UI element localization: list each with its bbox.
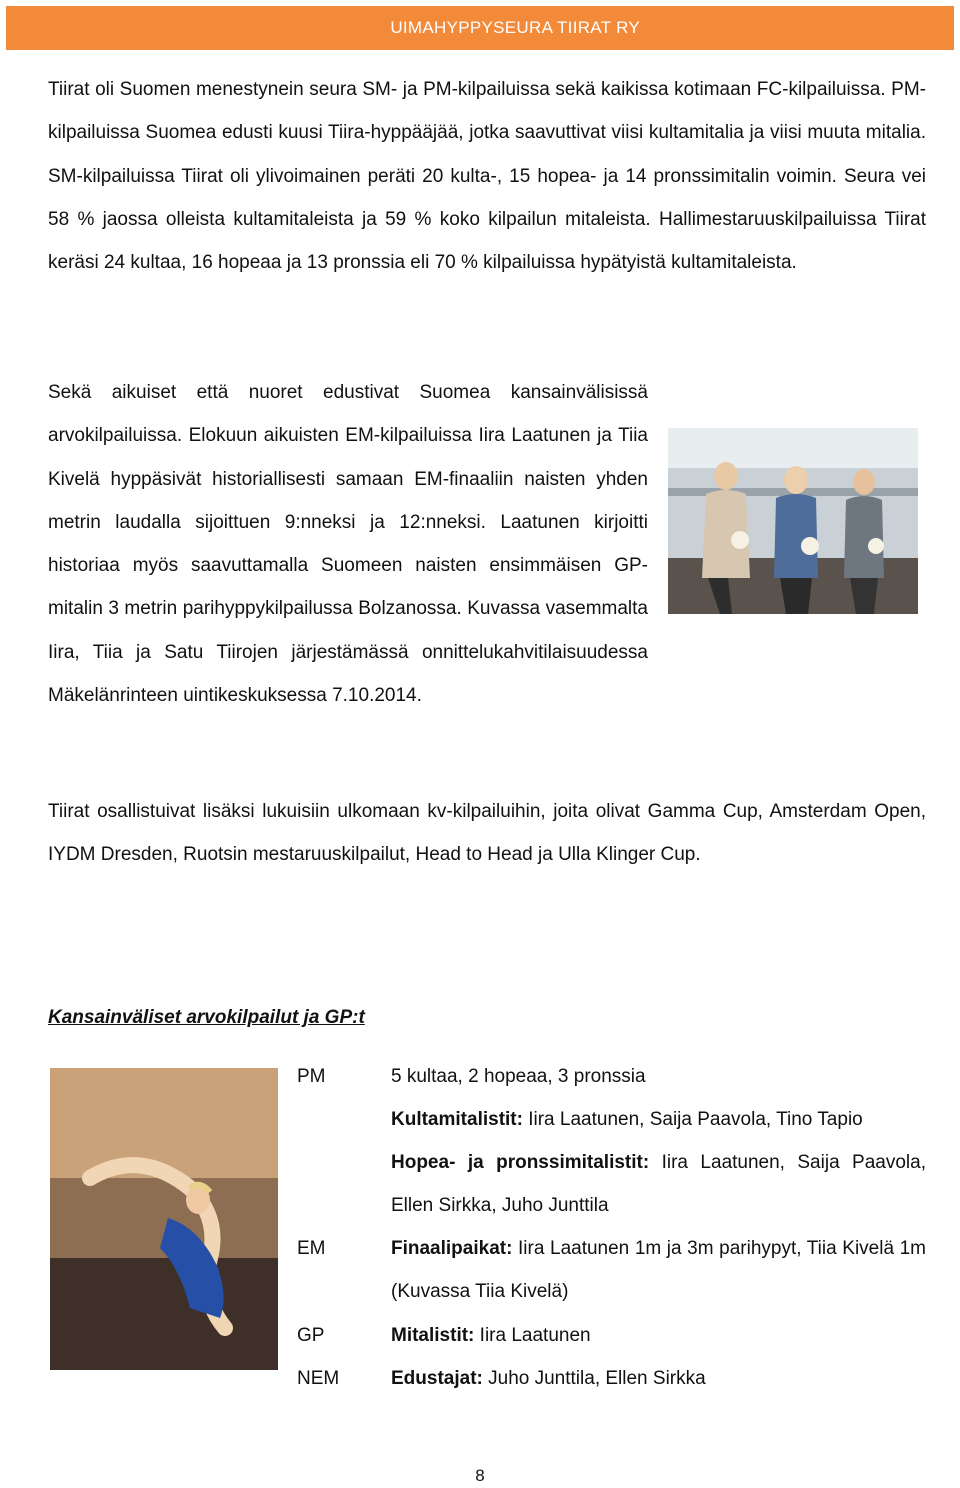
label-pm: PM xyxy=(297,1066,326,1087)
section-heading: Kansainväliset arvokilpailut ja GP:t xyxy=(48,1007,365,1028)
nem-title: Edustajat: xyxy=(391,1368,483,1389)
label-gp: GP xyxy=(297,1325,325,1346)
nem-text: Juho Junttila, Ellen Sirkka xyxy=(488,1368,706,1389)
paragraph-national-results: Tiirat oli Suomen menestynein seura SM- ja PM-kilpailuissa sekä kaikissa kotimaan FC-kilpailuissa. PM-kilpailuissa Suomea edusti kuusi Tiira-hyppääjää, jotka saavuttivat viisi kultamitalia ja viisi muuta mitalia. SM-kilpailuissa Tiirat oli ylivoimainen peräti 20 kulta-, 15 hopea- ja 14 pronssimitalin voimin. Seura vei 58 % jaossa olleista kultamitaleista ja 59 % koko kilpailun mitaleista. Hallimestaruuskilpailuissa Tiirat keräsi 24 kultaa, 16 hopeaa ja 13 pronssia eli 70 % kilpailuissa hypätyistä kultamitaleista. xyxy=(48,79,926,274)
pm-summary: 5 kultaa, 2 hopeaa, 3 pronssia xyxy=(391,1066,646,1087)
pm-other-title: Hopea- ja pronssimitalistit: xyxy=(391,1152,650,1173)
gp-medalists xyxy=(391,1314,926,1357)
nem-representatives xyxy=(391,1357,926,1400)
paragraph-other-competitions: Tiirat osallistuivat lisäksi lukuisiin ulkomaan kv-kilpailuihin, joita olivat Gamma Cup, Amsterdam Open, IYDM Dresden, Ruotsin mestaruuskilpailut, Head to Head ja Ulla Klinger Cup. xyxy=(48,801,926,866)
photo-diver-image xyxy=(50,1068,278,1370)
gp-text: Iira Laatunen xyxy=(479,1325,591,1346)
page-header xyxy=(6,6,954,50)
pm-other-medalists xyxy=(391,1141,926,1227)
pm-gold-names: Iira Laatunen, Saija Paavola, Tino Tapio xyxy=(528,1109,863,1130)
em-text: Iira Laatunen 1m ja 3m parihypyt, Tiia Kivelä 1m (Kuvassa Tiia Kivelä) xyxy=(391,1238,927,1302)
page-number: 8 xyxy=(475,1466,485,1485)
pm-other-names: Iira Laatunen, Saija Paavola, Ellen Sirkka, Juho Junttila xyxy=(391,1152,927,1216)
gp-title: Mitalistit: xyxy=(391,1325,475,1346)
label-em: EM xyxy=(297,1238,326,1259)
label-nem: NEM xyxy=(297,1368,340,1389)
em-title: Finaalipaikat: xyxy=(391,1238,513,1259)
photo-diver xyxy=(50,1068,278,1370)
photo-medalists-image xyxy=(668,428,918,614)
header-title: UIMAHYPPYSEURA TIIRAT RY xyxy=(390,18,640,37)
em-finals xyxy=(391,1227,926,1313)
paragraph-international-results: Sekä aikuiset että nuoret edustivat Suomea kansainvälisissä arvokilpailuissa. Elokuun aikuisten EM-kilpailuissa Iira Laatunen ja Tiia Kivelä hyppäsivät historiallisesti samaan EM-finaaliin naisten yhden metrin laudalla sijoittuen 9:nneksi ja 12:nneksi. Laatunen kirjoitti historiaa myös saavuttamalla Suomeen naisten ensimmäisen GP-mitalin 3 metrin parihyppykilpailussa Bolzanossa. Kuvassa vasemmalta Iira, Tiia ja Satu Tiirojen järjestämässä onnittelukahvitilaisuudessa Mäkelänrinteen uintikeskuksessa 7.10.2014. xyxy=(48,382,648,707)
pm-gold-title: Kultamitalistit: xyxy=(391,1109,523,1130)
photo-medalists-group xyxy=(668,428,918,614)
pm-gold-medalists xyxy=(391,1098,926,1141)
